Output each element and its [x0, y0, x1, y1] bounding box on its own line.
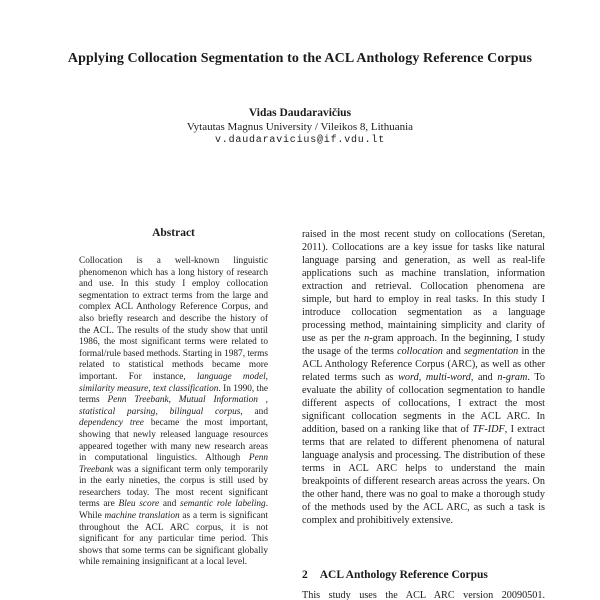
author-email: v.daudaravicius@if.vdu.lt — [214, 135, 386, 146]
left-column — [79, 226, 268, 600]
abstract-heading: Abstract — [152, 227, 195, 239]
introduction-continuation-text: raised in the most recent study on collocations (Seretan, 2011). Collocations are a key issue for tasks like natural language parsing and generation, as well as real-life applications such as machine translation, information extraction and retrieval. Collocation phenomena are simple, but hard to employ in real tasks. In this study I introduce collocation segmentation as a language processing method, maintaining simplicity and clarity of use as per the n-gram approach. In the beginning, I study the usage of the terms collocation and segmentation in the ACL Anthology Reference Corpus (ARC), as well as other related terms such as word, multi-word, and n-gram. To evaluate the ability of collocation segmentation to handle different aspects of collocations, I extract the most significant collocation segments in the ACL ARC. In addition, based on a ranking like that of TF-IDF, I extract terms that are related to different phenomena of natural language analysis and processing. The distribution of these terms in ACL ARC helps to understand the main breakpoints of different research areas across the years. On the other hand, there was no goal to make a thorough study of the methods used by the ACL ARC, as such a task is complex and prohibitively extensive. — [302, 229, 545, 526]
right-column — [302, 228, 545, 600]
section-2-first-line: This study uses the ACL ARC version 20090501. — [302, 590, 545, 600]
section-2-heading — [302, 568, 488, 582]
section-2-title: ACL Anthology Reference Corpus — [319, 569, 488, 581]
author-block — [0, 106, 600, 148]
page-title: Applying Collocation Segmentation to the ACL Anthology Reference Corpus — [67, 51, 533, 66]
abstract-text: Collocation is a well-known linguistic phenomenon which has a long history of research and use. In this study I employ collocation segmentation to extract terms from the large and complex ACL Anthology Reference Corpus, and also briefly research and describe the history of the ACL. The results of the study show that until 1986, the most significant terms were related to formal/rule based methods. Starting in 1987, terms related to statistical methods became more important. For instance, language model, similarity measure, text classification. In 1990, the terms Penn Treebank, Mutual Information , statistical parsing, bilingual corpus, and dependency tree became the most important, showing that newly released language resources appeared together with many new research areas in computational linguistics. Although Penn Treebank was a significant term only temporarily in the early nineties, the corpus is still used by researchers today. The most recent significant terms are Bleu score and semantic role labeling. While machine translation as a term is significant throughout the ACL ARC corpus, it is not significant for any particular time period. This shows that some terms can be significant globally while remaining insignificant at a local level. — [79, 256, 268, 568]
author-affiliation: Vytautas Magnus University / Vileikos 8, Lithuania — [186, 121, 414, 133]
section-2-number: 2 — [302, 569, 308, 581]
author-name: Vidas Daudaravičius — [248, 107, 352, 119]
